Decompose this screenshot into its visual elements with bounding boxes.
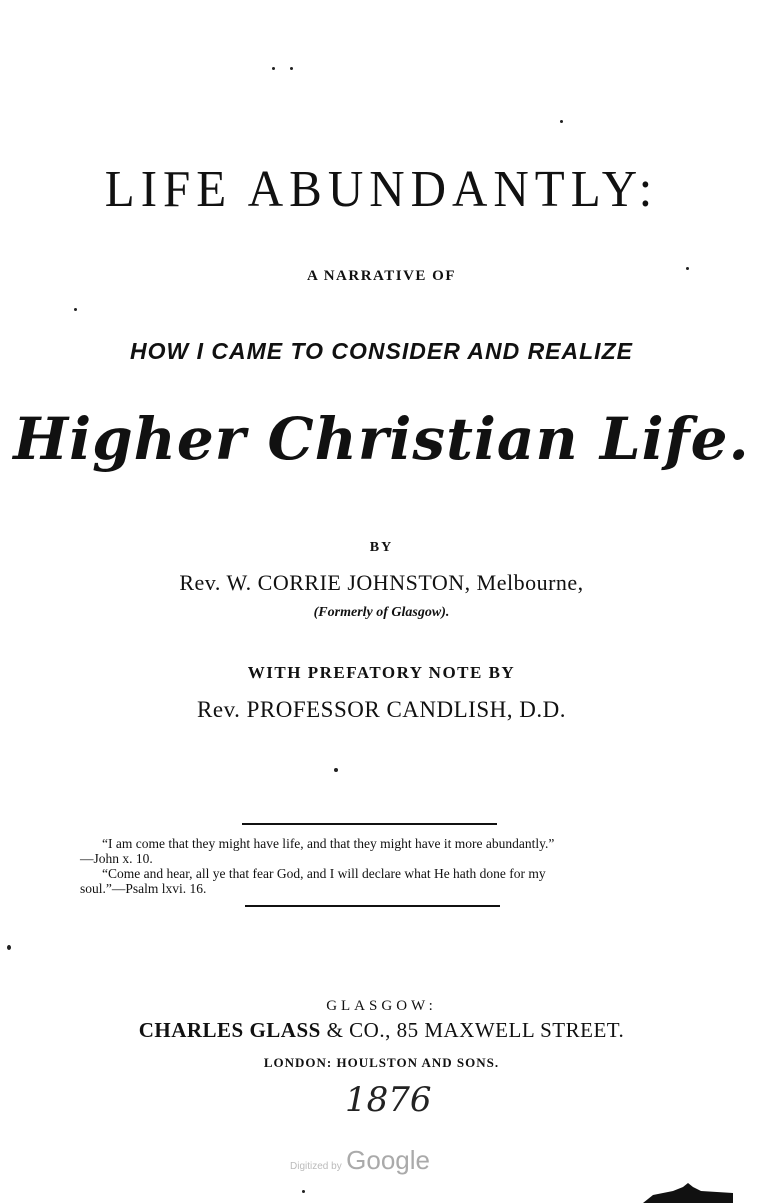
subtitle-blackletter: Higher Christian Life. [13,405,750,473]
prefatory-author: Rev. PROFESSOR CANDLISH, D.D. [197,697,566,722]
epigraphs [80,836,670,896]
google-logo: Google [346,1145,430,1175]
divider-bottom [245,905,500,907]
handwritten-year: 1876 [345,1080,432,1120]
imprint-publisher [0,1018,763,1043]
publisher-address: & CO., 85 MAXWELL STREET. [320,1018,625,1042]
by-label: BY [369,540,394,555]
speck [560,120,563,123]
imprint-london: LONDON: HOULSTON AND SONS. [263,1055,500,1070]
speck [302,1190,305,1193]
imprint-city: GLASGOW: [326,998,437,1014]
speck [7,945,11,950]
epigraph-2: “Come and hear, all ye that fear God, and I will declare what He hath done for my [102,866,546,881]
speck [290,67,293,70]
prefatory-label: WITH PREFATORY NOTE BY [247,663,516,682]
digitized-watermark [290,1145,470,1176]
epigraph-2-cont: soul.”—Psalm lxvi. 16. [80,881,207,896]
epigraph-1: “I am come that they might have life, and that they might have it more abundantly.” [102,836,555,851]
author-note: (Formerly of Glasgow). [313,605,450,620]
digitized-prefix: Digitized by [290,1161,342,1172]
corner-smudge [643,1173,733,1203]
epigraph-1-ref: —John x. 10. [80,851,153,866]
speck [334,768,338,772]
subtitle-narrative: A NARRATIVE OF [306,268,457,284]
speck [74,308,77,311]
divider-top [242,823,497,825]
speck [272,67,275,70]
publisher-name: CHARLES GLASS [138,1018,321,1042]
author-line: Rev. W. CORRIE JOHNSTON, Melbourne, [179,570,584,595]
book-title: LIFE ABUNDANTLY: [104,159,659,218]
subtitle-italic: HOW I CAME TO CONSIDER AND REALIZE [130,338,633,364]
